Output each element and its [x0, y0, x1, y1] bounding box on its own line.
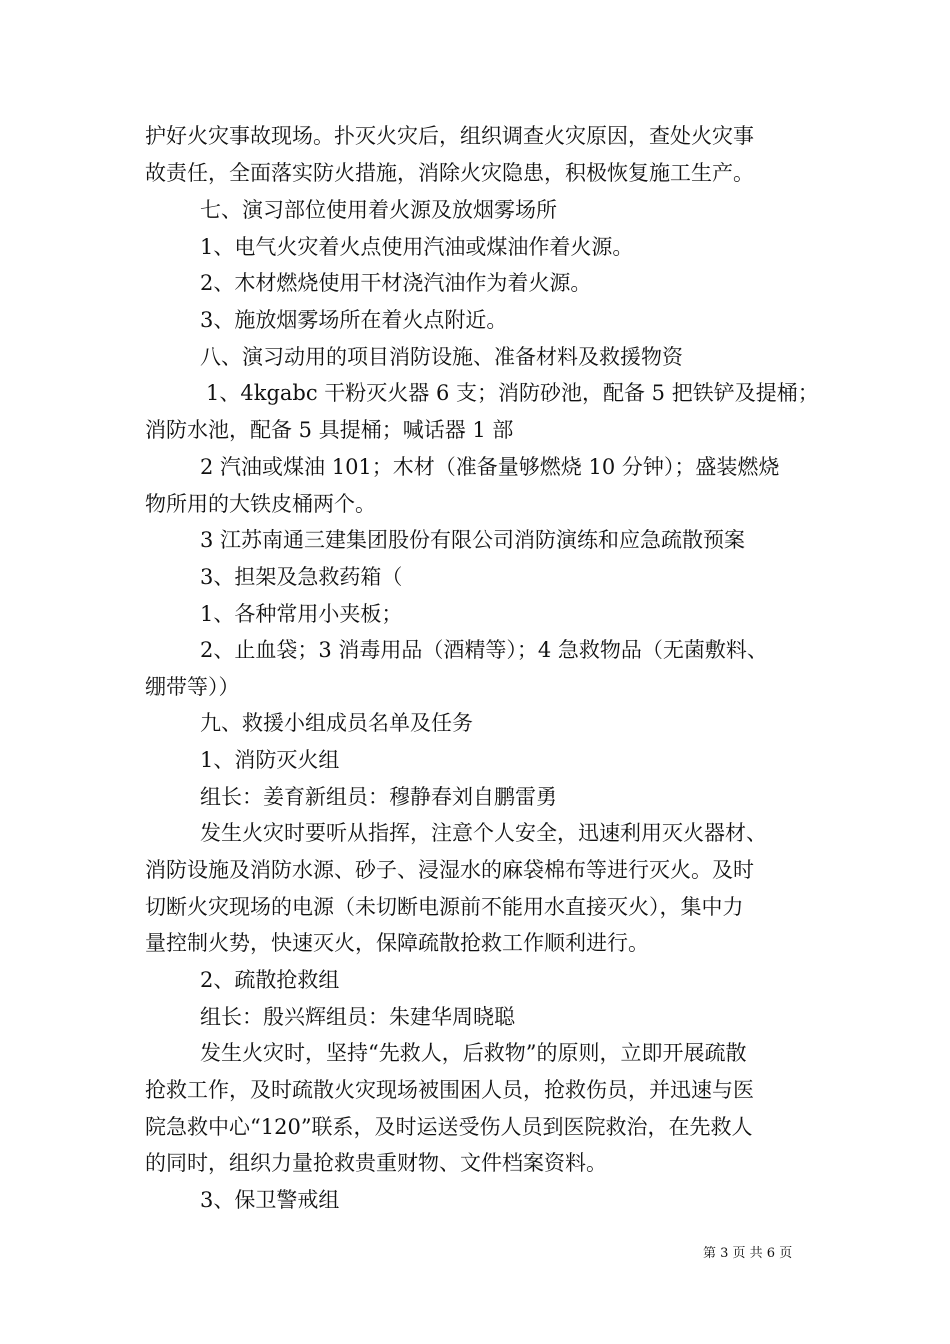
list-item: 1、电气火灾着火点使用汽油或煤油作着火源。 [200, 235, 634, 259]
paragraph-line: 故责任，全面落实防火措施，消除火灾隐患，积极恢复施工生产。 [145, 161, 754, 185]
paragraph-line: 物所用的大铁皮桶两个。 [145, 492, 376, 516]
paragraph-line: 量控制火势，快速灭火，保障疏散抢救工作顺利进行。 [145, 931, 649, 955]
section-heading: 七、演习部位使用着火源及放烟雾场所 [200, 198, 557, 222]
list-item: 2、止血袋；3 消毒用品（酒精等）；4 急救物品（无菌敷料、 [200, 638, 768, 662]
subsection-heading: 1、消防灭火组 [200, 748, 340, 772]
paragraph-line: 消防设施及消防水源、砂子、浸湿水的麻袋棉布等进行灭火。及时 [145, 858, 754, 882]
paragraph-line: 的同时，组织力量抢救贵重财物、文件档案资料。 [145, 1151, 607, 1175]
list-item: 1、4kgabc 干粉灭火器 6 支；消防砂池，配备 5 把铁铲及提桶； [206, 381, 819, 405]
paragraph-line: 绷带等）） [145, 675, 240, 699]
paragraph-line: 3 江苏南通三建集团股份有限公司消防演练和应急疏散预案 [200, 528, 746, 552]
paragraph-line: 护好火灾事故现场。扑灭火灾后，组织调查火灾原因，查处火灾事 [145, 124, 754, 148]
paragraph-line: 发生火灾时，坚持“先救人，后救物”的原则，立即开展疏散 [200, 1041, 747, 1065]
list-item: 2、木材燃烧使用干材浇汽油作为着火源。 [200, 271, 592, 295]
paragraph-line: 发生火灾时要听从指挥，注意个人安全，迅速利用灭火器材、 [200, 821, 767, 845]
list-item: 2 汽油或煤油 101；木材（准备量够燃烧 10 分钟）；盛装燃烧 [200, 455, 780, 479]
paragraph-line: 抢救工作，及时疏散火灾现场被围困人员，抢救伤员，并迅速与医 [145, 1078, 754, 1102]
paragraph-line: 院急救中心“120”联系，及时运送受伤人员到医院救治，在先救人 [145, 1115, 753, 1139]
list-item: 3、施放烟雾场所在着火点附近。 [200, 308, 508, 332]
team-members: 组长：姜育新组员：穆静春刘自鹏雷勇 [200, 785, 557, 809]
paragraph-line: 切断火灾现场的电源（未切断电源前不能用水直接灭火），集中力 [145, 895, 744, 919]
list-item: 3、担架及急救药箱（ [200, 565, 403, 589]
list-item: 1、各种常用小夹板； [200, 602, 403, 626]
page-number: 第 3 页 共 6 页 [703, 1246, 793, 1261]
subsection-heading: 2、疏散抢救组 [200, 968, 340, 992]
team-members: 组长：殷兴辉组员：朱建华周晓聪 [200, 1005, 515, 1029]
paragraph-line: 消防水池，配备 5 具提桶；喊话器 1 部 [145, 418, 514, 442]
section-heading: 八、演习动用的项目消防设施、准备材料及救援物资 [200, 345, 683, 369]
section-heading: 九、救援小组成员名单及任务 [200, 711, 473, 735]
subsection-heading: 3、保卫警戒组 [200, 1188, 340, 1212]
